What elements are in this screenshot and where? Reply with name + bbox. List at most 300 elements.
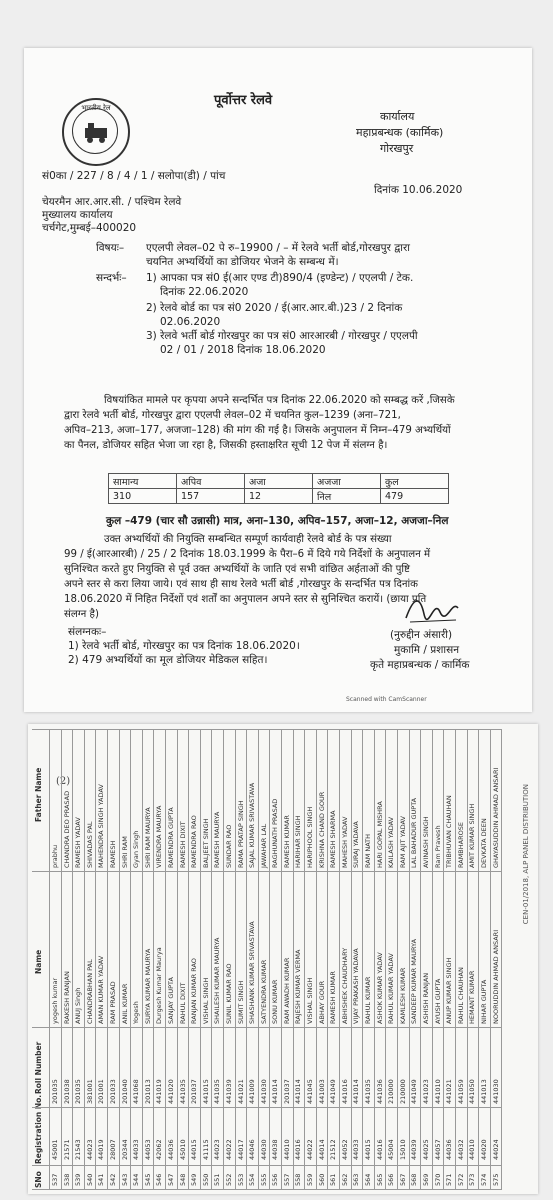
table-cell: ANIL KUMAR xyxy=(120,983,129,1024)
row-divider xyxy=(235,730,236,1190)
table-cell: 44023 xyxy=(85,1139,94,1160)
row-divider xyxy=(200,730,201,1190)
table-cell: SATYENDRA KUMAR xyxy=(259,959,268,1024)
table-cell: SHRI RAM xyxy=(120,836,129,868)
table-cell: RAMESH MAURYA xyxy=(213,811,222,868)
table-cell: 201038 xyxy=(62,1079,71,1104)
table-cell: 44025 xyxy=(422,1139,430,1160)
column-divider xyxy=(32,871,502,872)
table-row xyxy=(109,489,449,504)
table-cell: 441068 xyxy=(132,1079,141,1104)
office-line-1: कार्यालय xyxy=(380,110,415,123)
header-roll: Roll Number xyxy=(34,1041,43,1094)
table-cell: 44033 xyxy=(352,1139,361,1160)
table-header-row xyxy=(109,474,449,489)
row-divider xyxy=(107,730,108,1190)
table-cell: RAMESH KUMAR xyxy=(282,815,291,868)
row-divider xyxy=(246,730,247,1190)
table-cell: 44052 xyxy=(340,1139,349,1160)
table-cell: 556 xyxy=(271,1173,280,1186)
table-cell: DEVKATA DEEN xyxy=(479,818,488,868)
row-divider xyxy=(269,730,270,1190)
panel-list-page xyxy=(28,724,538,1194)
letter-date: दिनांक 10.06.2020 xyxy=(374,184,463,196)
table-cell: GHAYASUDDIN AHMAD ANSARI xyxy=(491,767,500,868)
table-cell: 441059 xyxy=(456,1079,465,1104)
table-cell: 441035 xyxy=(213,1079,222,1104)
table-cell: KRISHNA CHAND GOUR xyxy=(317,791,326,868)
table-cell: RAM NATH xyxy=(364,833,373,868)
row-divider xyxy=(467,730,468,1190)
row-divider xyxy=(385,730,386,1190)
railway-logo xyxy=(62,98,130,166)
table-cell: 441023 xyxy=(422,1079,430,1104)
table-cell: SUNDAR RAO xyxy=(224,824,233,868)
reference-3a: 3) रेलवे भर्ती बोर्ड गोरखपुर का पत्र सं0 आरआरबी / गोरखपुर / एएलपी xyxy=(146,330,418,342)
table-cell: JAWAHAR LAL xyxy=(259,823,268,868)
row-divider xyxy=(95,730,96,1190)
logo-text: भारतीय रेल xyxy=(81,104,111,112)
header-sno: SNo xyxy=(34,1171,43,1188)
table-cell: HARI GOPAL MISHRA xyxy=(375,801,384,868)
row-divider xyxy=(293,730,294,1190)
table-cell: 42062 xyxy=(155,1139,164,1160)
table-cell: VISHAL SINGH xyxy=(201,977,210,1024)
table-cell: 45001 xyxy=(51,1139,59,1160)
table-cell: HARIHAR SINGH xyxy=(294,815,303,868)
table-cell: 44022 xyxy=(306,1139,315,1160)
row-divider xyxy=(142,730,143,1190)
table-cell: 441030 xyxy=(491,1079,500,1104)
paragraph-2-line: 99 / ई(आरआरबी) / 25 / 2 दिनांक 18.03.1999 के पैरा–6 में दिये गये निर्देशों के अनुपालन में xyxy=(64,549,431,560)
table-cell: 479 xyxy=(381,489,449,504)
paragraph-2-line: उक्त अभ्यर्थियों की नियुक्ति सम्बन्धित सम्पूर्ण कार्यवाही रेलवे बोर्ड के पत्र संख्या xyxy=(104,534,392,545)
row-divider xyxy=(49,730,50,1190)
subject-line-2: चयनित अभ्यर्थियों का डोजियर भेजने के सम्बन्ध में। xyxy=(146,256,339,268)
enclosure-label: संलग्नकः– xyxy=(68,626,107,638)
table-cell: Yogesh xyxy=(132,1001,141,1024)
row-divider xyxy=(72,730,73,1190)
table-cell: 201040 xyxy=(120,1079,129,1104)
table-cell: SAJAL KUMAR SRIVASTAVA xyxy=(248,782,257,868)
table-cell: 44022 xyxy=(224,1139,233,1160)
table-cell: SURAJ YADAVA xyxy=(352,821,361,868)
table-cell: 44023 xyxy=(213,1139,222,1160)
table-cell: MAHESH YADAV xyxy=(340,816,349,868)
table-cell: 44038 xyxy=(271,1139,280,1160)
table-cell: 44057 xyxy=(433,1139,442,1160)
signer-designation: मुकामि / प्रशासन xyxy=(394,644,460,656)
table-cell: 441035 xyxy=(364,1079,373,1104)
table-cell: RAMBHAROSE xyxy=(456,822,465,868)
table-cell: 441030 xyxy=(259,1079,268,1104)
signer-office: कृते महाप्रबन्धक / कार्मिक xyxy=(370,659,470,671)
table-cell: 210000 xyxy=(387,1079,396,1104)
table-cell: RAKESH RANJAN xyxy=(62,971,71,1024)
signer-name: (नुरुद्दीन अंसारी) xyxy=(390,629,453,641)
table-cell: 44010 xyxy=(468,1139,477,1160)
table-cell: yogesh kumar xyxy=(51,977,59,1024)
table-header-cell: सामान्य xyxy=(109,474,177,489)
table-cell: KAILASH YADAV xyxy=(387,816,396,868)
table-cell: RAMESH DIXIT xyxy=(178,821,187,868)
table-cell: 559 xyxy=(306,1173,315,1186)
table-cell: 44036 xyxy=(445,1139,454,1160)
office-line-2: महाप्रबन्धक (कार्मिक) xyxy=(356,126,444,139)
table-cell: 538 xyxy=(62,1173,71,1186)
column-divider xyxy=(32,1107,502,1108)
table-cell: CHANDRA DEO PRASAD xyxy=(62,790,71,868)
table-cell: 441015 xyxy=(201,1079,210,1104)
table-cell: 558 xyxy=(294,1173,303,1186)
category-summary-table xyxy=(108,473,449,504)
table-cell: 441003 xyxy=(317,1079,326,1104)
table-cell: 441021 xyxy=(445,1079,454,1104)
table-cell: 441021 xyxy=(236,1079,245,1104)
row-divider xyxy=(316,730,317,1190)
table-cell: RAMESH KUMAR xyxy=(329,971,338,1024)
table-cell: ASHISH RANJAN xyxy=(422,972,430,1024)
row-divider xyxy=(327,730,328,1190)
table-cell: RAHUL DIXIT xyxy=(178,982,187,1024)
table-cell: 549 xyxy=(190,1173,199,1186)
reference-number: सं0का / 227 / 8 / 4 / 1 / सलोपा(डी) / पांच xyxy=(42,170,226,182)
header-name: Name xyxy=(34,949,43,974)
paragraph-1-line: अपिव–213, अजा–177, अजजा–128) की मांग की गई है। जिसके अनुपालन में निम्न–479 अभ्यर्थियों xyxy=(64,425,451,436)
table-cell: SHRI RAM MAURYA xyxy=(143,807,152,868)
table-cell: 44016 xyxy=(294,1139,303,1160)
table-cell: Ram Pravesh xyxy=(433,825,442,868)
table-cell: 201033 xyxy=(108,1079,117,1104)
row-divider xyxy=(304,730,305,1190)
table-cell: SUMIT SINGH xyxy=(236,980,245,1024)
table-cell: ANUP KUMAR SINGH xyxy=(445,957,454,1024)
recipient-line-3: चर्चगेट,मुम्बई–400020 xyxy=(42,222,137,234)
table-cell: 441036 xyxy=(375,1079,384,1104)
office-line-3: गोरखपुर xyxy=(380,142,414,155)
table-cell: 41115 xyxy=(201,1139,210,1160)
table-cell: ABHAY GOUR xyxy=(317,980,326,1024)
table-cell: 44020 xyxy=(479,1139,488,1160)
table-cell: 157 xyxy=(177,489,245,504)
table-cell: SANJAY GUPTA xyxy=(166,977,175,1024)
table-cell: 28007 xyxy=(108,1139,117,1160)
table-cell: BALJEET SINGH xyxy=(201,818,210,868)
table-cell: AYUSH GUPTA xyxy=(433,978,442,1024)
table-cell: 575 xyxy=(491,1173,500,1186)
table-cell: RAHUL KUMAR YADAV xyxy=(387,953,396,1024)
row-divider xyxy=(130,730,131,1190)
table-cell: 44015 xyxy=(364,1139,373,1160)
table-cell: SUNIL KUMAR RAO xyxy=(224,963,233,1024)
table-cell: 44017 xyxy=(236,1139,245,1160)
table-cell: HEMANT KUMAR xyxy=(468,970,477,1024)
header-father: Father Name xyxy=(34,767,43,822)
paragraph-1-line: विषयांकित मामले पर कृपया अपने सन्दर्भित पत्र दिनांक 22.06.2020 को सम्बद्ध करें ,जिसके xyxy=(104,395,455,406)
table-cell: RAJESH KUMAR VERMA xyxy=(294,949,303,1024)
table-cell: 44039 xyxy=(410,1139,419,1160)
table-cell: SANDEEP KUMAR MAURYA xyxy=(410,938,419,1024)
header-registration: Registration No. xyxy=(34,1094,43,1164)
table-cell: 555 xyxy=(259,1173,268,1186)
recipient-line-1: चेयरमैन आर.आर.सी. / पश्चिम रेलवे xyxy=(42,196,182,208)
table-cell: 543 xyxy=(120,1173,129,1186)
table-cell: 546 xyxy=(155,1173,164,1186)
table-cell: 537 xyxy=(51,1173,59,1186)
table-cell: RAMENDRA GUPTA xyxy=(166,807,175,868)
table-cell: RAHUL CHAUHAN xyxy=(456,967,465,1024)
table-cell: 441016 xyxy=(340,1079,349,1104)
table-cell: 568 xyxy=(410,1173,419,1186)
table-cell: 572 xyxy=(456,1173,465,1186)
row-divider xyxy=(443,730,444,1190)
table-cell: 547 xyxy=(166,1173,175,1186)
letter-page xyxy=(24,48,532,712)
row-divider xyxy=(61,730,62,1190)
paragraph-1 xyxy=(64,393,512,453)
table-cell: SHAILESH KUMAR MAURYA xyxy=(213,937,222,1024)
table-cell: 544 xyxy=(132,1173,141,1186)
table-cell: RANJAN KUMAR RAO xyxy=(190,958,199,1024)
table-cell: NIHAR GUPTA xyxy=(479,979,488,1024)
table-header-cell: अजजा xyxy=(313,474,381,489)
total-line: कुल –479 (चार सौ उन्नासी) मात्र, अना–130, अपिव–157, अजा–12, अजजा–निल xyxy=(106,515,449,527)
row-divider xyxy=(211,730,212,1190)
table-cell: RAM PRASAD xyxy=(108,981,117,1024)
table-cell: 441010 xyxy=(433,1079,442,1104)
row-divider xyxy=(420,730,421,1190)
column-divider xyxy=(32,1027,502,1028)
table-cell: 201037 xyxy=(282,1079,291,1104)
table-cell: 540 xyxy=(85,1173,94,1186)
column-divider xyxy=(32,729,502,730)
column-divider xyxy=(32,1165,502,1166)
sheet-title: CEN-01/2018, ALP PANEL DISTRIBUTION xyxy=(522,784,530,925)
row-divider xyxy=(153,730,154,1190)
table-cell: VISHAL SINGH xyxy=(306,977,315,1024)
table-cell: 15010 xyxy=(398,1139,407,1160)
reference-1a: 1) आपका पत्र सं0 ई(आर एण्ड टी)890/4 (इण्डेन्ट) / एएलपी / टेक. xyxy=(146,272,414,284)
table-cell: 44016 xyxy=(375,1139,384,1160)
table-cell: RAM AJIT YADAV xyxy=(398,816,407,868)
table-cell: 441013 xyxy=(479,1079,488,1104)
table-cell: 201013 xyxy=(143,1079,152,1104)
subject-line-1: एएलपी लेवल–02 पे रु–19900 / – में रेलवे भर्ती बोर्ड,गोरखपुर द्वारा xyxy=(146,242,410,254)
handwritten-page-number: (2) xyxy=(56,776,71,787)
table-cell: KAMLESH KUMAR xyxy=(398,967,407,1024)
table-cell: 44024 xyxy=(491,1139,500,1160)
table-cell: 545 xyxy=(143,1173,152,1186)
table-cell: 560 xyxy=(317,1173,326,1186)
table-cell: 441050 xyxy=(468,1079,477,1104)
table-cell: 201037 xyxy=(190,1079,199,1104)
table-cell: 441009 xyxy=(248,1079,257,1104)
paragraph-2-line: 18.06.2020 में निहित निर्देशों एवं शर्तों का अनुपालन अपने स्तर से सुनिश्चित करायें। (छाया प्रति xyxy=(64,594,427,605)
table-cell: NOORUDDIN AHMAD ANSARI xyxy=(491,929,500,1024)
table-cell: 44010 xyxy=(282,1139,291,1160)
row-divider xyxy=(455,730,456,1190)
table-cell: 553 xyxy=(236,1173,245,1186)
table-cell: 561 xyxy=(329,1173,338,1186)
table-cell: 441035 xyxy=(178,1079,187,1104)
reference-1b: दिनांक 22.06.2020 xyxy=(160,286,249,298)
table-cell: SHIVADAS PAL xyxy=(85,821,94,868)
table-cell: 564 xyxy=(364,1173,373,1186)
row-divider xyxy=(478,730,479,1190)
table-header-cell: कुल xyxy=(381,474,449,489)
paragraph-2-line: अपने स्तर से करा लिया जाये। एवं साथ ही साथ रेलवे भर्ती बोर्ड ,गोरखपुर के सन्दर्भित पत्र दिनांक xyxy=(64,579,418,590)
table-cell: 20344 xyxy=(120,1139,129,1160)
table-cell: 548 xyxy=(178,1173,187,1186)
table-cell: 539 xyxy=(74,1173,83,1186)
row-divider xyxy=(188,730,189,1190)
table-cell: VIRENDRA MAURYA xyxy=(155,805,164,868)
table-cell: 557 xyxy=(282,1173,291,1186)
table-cell: VIJAY PRAKASH YADAVA xyxy=(352,948,361,1024)
scanner-watermark: Scanned with CamScanner xyxy=(346,696,427,703)
reference-3b: 02 / 01 / 2018 दिनांक 18.06.2020 xyxy=(160,344,326,356)
table-cell: 44033 xyxy=(132,1139,141,1160)
table-cell: 44053 xyxy=(143,1139,152,1160)
table-cell: RAMENDRA RAO xyxy=(190,815,199,868)
table-cell: 565 xyxy=(375,1173,384,1186)
table-cell: ASHOK KUMAR YADAV xyxy=(375,952,384,1024)
table-cell: 567 xyxy=(398,1173,407,1186)
table-cell: AMIT KUMAR SINGH xyxy=(468,803,477,868)
table-cell: AMAN KUMAR YADAV xyxy=(97,955,106,1024)
table-cell: 381001 xyxy=(85,1079,94,1104)
table-cell: RAMA PRATAP SINGH xyxy=(236,800,245,868)
table-cell: 563 xyxy=(352,1173,361,1186)
row-divider xyxy=(119,730,120,1190)
table-cell: 441045 xyxy=(306,1079,315,1104)
row-divider xyxy=(432,730,433,1190)
table-cell: ANUJ Singh xyxy=(74,987,83,1024)
row-divider xyxy=(362,730,363,1190)
signature-mark xyxy=(402,590,462,626)
train-emblem-icon xyxy=(82,118,110,146)
table-cell: prabhu xyxy=(51,844,59,868)
table-cell: 550 xyxy=(201,1173,210,1186)
table-header-cell: अपिव xyxy=(177,474,245,489)
row-divider xyxy=(177,730,178,1190)
reference-2b: 02.06.2020 xyxy=(160,316,221,328)
table-cell: MAHENDRA SINGH YADAV xyxy=(97,784,106,868)
table-cell: CHANDRABHAN PAL xyxy=(85,959,94,1024)
table-cell: 44014 xyxy=(317,1139,326,1160)
table-cell: ABHISHEK CHAUDHARY xyxy=(340,947,349,1024)
table-cell: 201001 xyxy=(97,1079,106,1104)
table-cell: 441039 xyxy=(224,1079,233,1104)
table-cell: RAHUL KUMAR xyxy=(364,976,373,1024)
table-cell: 45004 xyxy=(387,1139,396,1160)
table-cell: 441014 xyxy=(352,1079,361,1104)
recipient-line-2: मुख्यालय कार्यालय xyxy=(42,209,113,221)
table-cell: RAMESH xyxy=(108,840,117,868)
table-cell: RAMESH SHARMA xyxy=(329,810,338,868)
reference-label: सन्दर्भः– xyxy=(96,272,127,284)
table-cell: 441014 xyxy=(271,1079,280,1104)
table-cell: 441020 xyxy=(166,1079,175,1104)
table-cell: AVINASH SINGH xyxy=(422,816,430,868)
table-cell: 571 xyxy=(445,1173,454,1186)
enclosure-1: 1) रेलवे भर्ती बोर्ड, गोरखपुर का पत्र दिनांक 18.06.2020। xyxy=(68,640,300,652)
row-divider xyxy=(501,730,502,1190)
org-name: पूर्वोत्तर रेलवे xyxy=(214,93,273,108)
table-cell: 12 xyxy=(245,489,313,504)
row-divider xyxy=(165,730,166,1190)
table-cell: RAM AWADH KUMAR xyxy=(282,957,291,1024)
row-divider xyxy=(84,730,85,1190)
table-cell: 44032 xyxy=(456,1139,465,1160)
table-cell: 45010 xyxy=(178,1139,187,1160)
table-cell: 44015 xyxy=(190,1139,199,1160)
row-divider xyxy=(351,730,352,1190)
table-cell: 441049 xyxy=(410,1079,419,1104)
table-cell: 441049 xyxy=(329,1079,338,1104)
table-cell: 562 xyxy=(340,1173,349,1186)
row-divider xyxy=(281,730,282,1190)
table-cell: HARIPHOOL SINGH xyxy=(306,806,315,868)
table-cell: 201035 xyxy=(51,1079,59,1104)
table-cell: Gyan Singh xyxy=(132,830,141,868)
table-cell: 44036 xyxy=(166,1139,175,1160)
row-divider xyxy=(409,730,410,1190)
table-cell: 541 xyxy=(97,1173,106,1186)
table-cell: SURYA KUMAR MAURYA xyxy=(143,948,152,1024)
table-cell: 573 xyxy=(468,1173,477,1186)
row-divider xyxy=(490,730,491,1190)
table-cell: 570 xyxy=(433,1173,442,1186)
table-cell: 310 xyxy=(109,489,177,504)
table-cell: 554 xyxy=(248,1173,257,1186)
row-divider xyxy=(374,730,375,1190)
table-cell: 21543 xyxy=(74,1139,83,1160)
rotated-table xyxy=(28,724,538,1194)
paragraph-1-line: द्वारा रेलवे भर्ती बोर्ड, गोरखपुर द्वारा एएलपी लेवल–02 में चयनित कुल–1239 (अना–721, xyxy=(64,410,401,421)
table-cell: 441014 xyxy=(294,1079,303,1104)
table-cell: RAMESH YADAV xyxy=(74,817,83,868)
row-divider xyxy=(223,730,224,1190)
table-cell: Durgesh Kumar Maurya xyxy=(155,947,164,1024)
row-divider xyxy=(339,730,340,1190)
enclosure-2: 2) 479 अभ्यर्थियों का मूल डोजियर मेडिकल सहित। xyxy=(68,654,268,666)
row-divider xyxy=(258,730,259,1190)
paragraph-2-line: सुनिश्चित करते हुए नियुक्ति से पूर्व उक्त अभ्यर्थियों के जाति एवं सभी वांछित अर्हताओं की पुष्टि xyxy=(64,564,410,575)
table-cell: 44046 xyxy=(248,1139,257,1160)
column-divider xyxy=(32,1189,502,1190)
table-cell: 44030 xyxy=(259,1139,268,1160)
reference-2a: 2) रेलवे बोर्ड का पत्र सं0 2020 / ई(आर.आर.बी.)23 / 2 दिनांक xyxy=(146,302,403,314)
paragraph-1-line: का पैनल, डोजियर सहित भेजा जा रहा है, जिसकी हस्ताक्षरित सूची 12 पेज में संलग्न है। xyxy=(64,440,388,451)
table-cell: 441019 xyxy=(155,1079,164,1104)
table-cell: 21571 xyxy=(62,1139,71,1160)
table-cell: TRIBHUVAN CHAUHAN xyxy=(445,795,454,868)
table-cell: 552 xyxy=(224,1173,233,1186)
paragraph-2-line: संलग्न है) xyxy=(64,609,99,620)
table-cell: 574 xyxy=(479,1173,488,1186)
subject-label: विषयः– xyxy=(96,242,125,254)
row-divider xyxy=(397,730,398,1190)
table-cell: 21512 xyxy=(329,1139,338,1160)
table-cell: 566 xyxy=(387,1173,396,1186)
table-cell: 210000 xyxy=(398,1079,407,1104)
table-cell: 569 xyxy=(422,1173,430,1186)
table-cell: 201035 xyxy=(74,1079,83,1104)
table-header-cell: अजा xyxy=(245,474,313,489)
table-cell: LAL BAHADUR GUPTA xyxy=(410,797,419,868)
table-cell: SHASHANK KUMAR SRIVASTAVA xyxy=(248,921,257,1024)
